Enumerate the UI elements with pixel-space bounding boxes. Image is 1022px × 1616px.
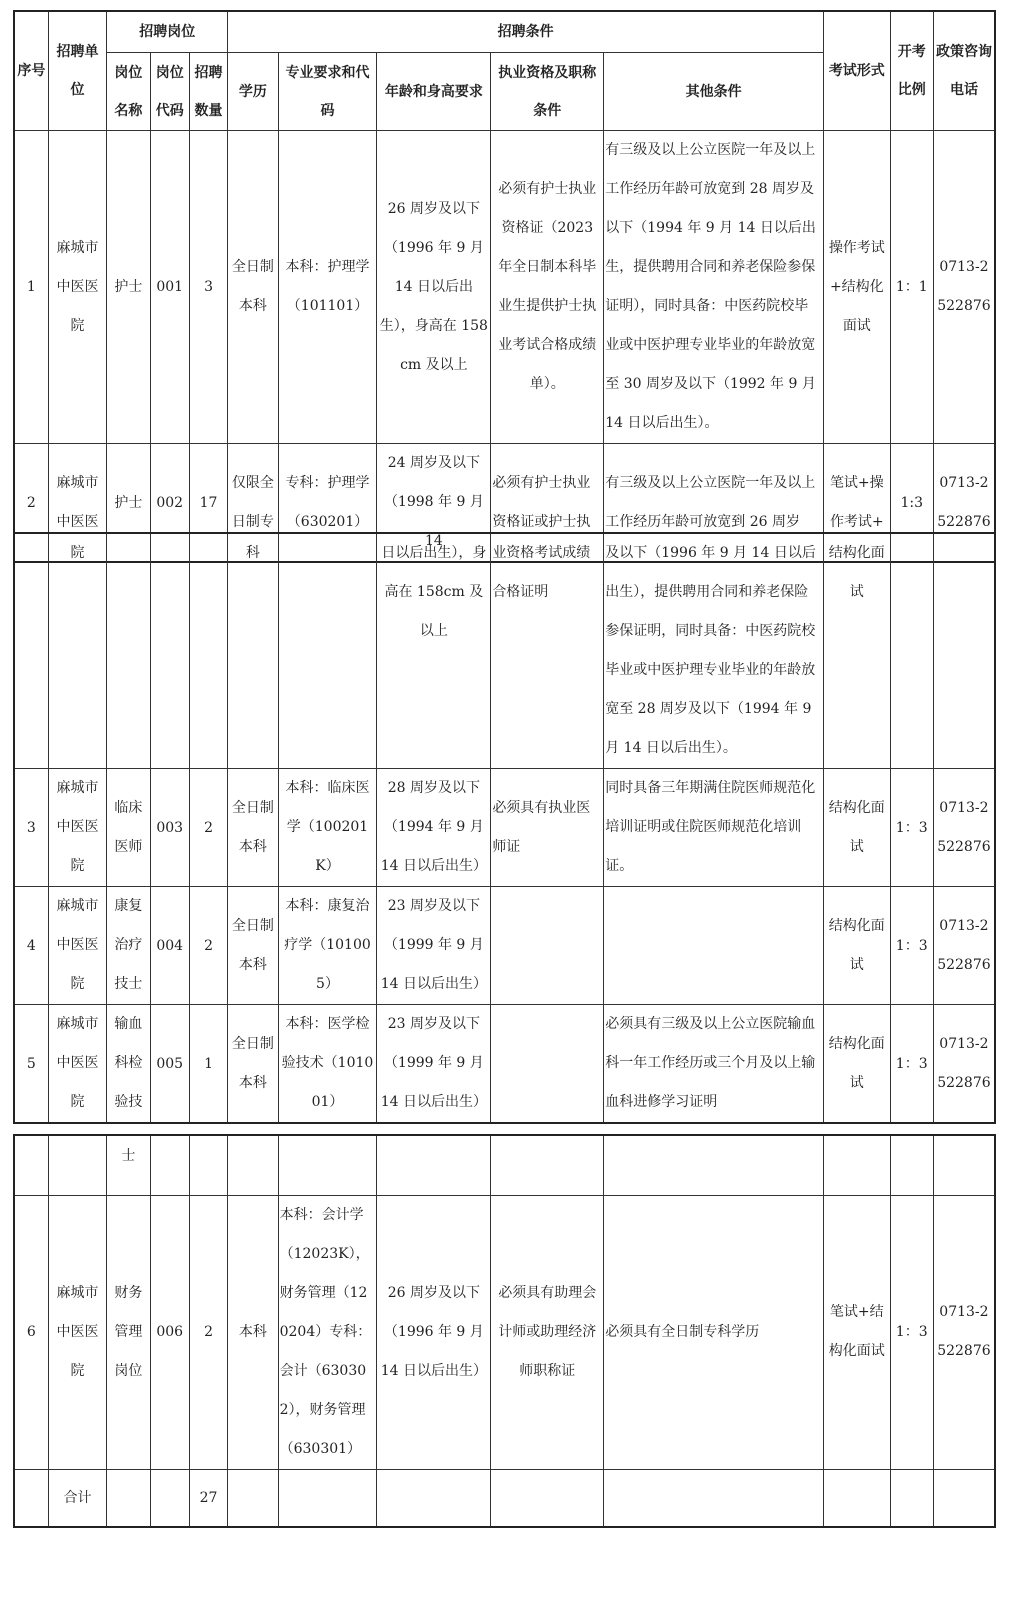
- row3-ratio: 1：3: [890, 769, 933, 887]
- header-major: 专业要求和代码: [278, 53, 377, 131]
- row4-exam: 结构化面试: [824, 887, 891, 1005]
- row2-other: 有三级及以上公立医院一年及以上工作经历年龄可放宽到 26 周岁: [604, 444, 824, 563]
- row1-qualification: 必须有护士执业资格证（2023 年全日制本科毕业生提供护士执业考试合格成绩单）。: [491, 131, 604, 444]
- row1-pos-code: 001: [150, 131, 189, 444]
- row4-pos-code: 004: [150, 887, 189, 1005]
- row4-phone: 0713-2522876: [933, 887, 995, 1005]
- header-unit: 招聘单位: [48, 11, 106, 131]
- header-count: 招聘数量: [189, 53, 227, 131]
- header-phone: 政策咨询电话: [933, 11, 995, 131]
- row6-seq: 6: [14, 1195, 48, 1469]
- row5-count: 1: [189, 1005, 227, 1124]
- row4-pos-name: 康复治疗技士: [107, 887, 150, 1005]
- row1-ratio: 1：1: [890, 131, 933, 444]
- row2-exam: 笔试+操作考试+: [824, 444, 891, 563]
- row5-other: 必须具有三级及以上公立医院输血科一年工作经历或三个月及以上输血科进修学习证明: [604, 1005, 824, 1124]
- row4-unit: 麻城市中医医院: [48, 887, 106, 1005]
- row2-phone: 0713-2522876: [933, 444, 995, 563]
- row2-other-cont: 及以下（1996 年 9 月 14 日以后出生），提供聘用合同和养老保险参保证明，同时具备：中医药院校毕业或中医护理专业毕业的年龄放宽至 28 周岁及以下（1994 年 9 月 14 日以后出生）。: [604, 533, 824, 769]
- recruitment-table-part-3: [13, 1134, 996, 1528]
- row2-exam-cont: 结构化面试: [824, 533, 891, 769]
- table-row: [14, 1135, 995, 1195]
- row3-phone: 0713-2522876: [933, 769, 995, 887]
- row3-pos-name: 临床医师: [107, 769, 150, 887]
- row3-qualification: 必须具有执业医师证: [491, 769, 604, 887]
- row6-exam: 笔试+结构化面试: [824, 1195, 891, 1469]
- row3-major: 本科：临床医学（100201K）: [278, 769, 377, 887]
- row5-phone: 0713-2522876: [933, 1005, 995, 1124]
- row2-ratio: 1:3: [890, 444, 933, 563]
- row6-unit: 麻城市中医医院: [48, 1195, 106, 1469]
- header-position-group: 招聘岗位: [107, 11, 228, 53]
- row3-exam: 结构化面试: [824, 769, 891, 887]
- row2-qualification-cont: 业资格考试成绩合格证明: [491, 533, 604, 769]
- row1-phone: 0713-2522876: [933, 131, 995, 444]
- row3-other: 同时具备三年期满住院医师规范化培训证明或住院医师规范化培训证。: [604, 769, 824, 887]
- row1-other: 有三级及以上公立医院一年及以上工作经历年龄可放宽到 28 周岁及以下（1994 年 9 月 14 日以后出生，提供聘用合同和养老保险参保证明），同时具备：中医药院校毕业或中医护理专业毕业的年龄放宽至 30 周岁及以下（1992 年 9 月 14 日以后出生）。: [604, 131, 824, 444]
- header-conditions-group: 招聘条件: [228, 11, 824, 53]
- row3-count: 2: [189, 769, 227, 887]
- total-label: 合计: [48, 1469, 106, 1527]
- row2-qualification: 必须有护士执业资格证或护士执: [491, 444, 604, 563]
- row6-education: 本科: [228, 1195, 278, 1469]
- row6-phone: 0713-2522876: [933, 1195, 995, 1469]
- row4-qualification: [491, 887, 604, 1005]
- header-education: 学历: [228, 53, 278, 131]
- row6-pos-code: 006: [150, 1195, 189, 1469]
- row6-ratio: 1：3: [890, 1195, 933, 1469]
- row2-pos-code: 002: [150, 444, 189, 563]
- recruitment-table-part-2: [13, 532, 996, 1124]
- row1-exam: 操作考试+结构化面试: [824, 131, 891, 444]
- row1-seq: 1: [14, 131, 48, 444]
- row6-major: 本科：会计学（12023K），财务管理（120204）专科：会计（630302），财务管理（630301）: [278, 1195, 377, 1469]
- row5-qualification: [491, 1005, 604, 1124]
- row6-other: 必须具有全日制专科学历: [604, 1195, 824, 1469]
- row2-education-cont: 科: [228, 533, 278, 769]
- row2-count: 17: [189, 444, 227, 563]
- row6-age: 26 周岁及以下（1996 年 9 月 14 日以后出生）: [377, 1195, 491, 1469]
- page-1: [0, 10, 1022, 563]
- header-age: 年龄和身高要求: [377, 53, 491, 131]
- row3-education: 全日制本科: [228, 769, 278, 887]
- header-ratio: 开考比例: [890, 11, 933, 131]
- row5-major: 本科：医学检验技术（101001）: [278, 1005, 377, 1124]
- row2-age-cont: 日以后出生），身高在 158cm 及以上: [377, 533, 491, 769]
- row5-exam: 结构化面试: [824, 1005, 891, 1124]
- header-exam: 考试形式: [824, 11, 891, 131]
- table-row: [14, 1005, 995, 1124]
- total-row: [14, 1469, 995, 1527]
- row4-seq: 4: [14, 887, 48, 1005]
- page-2: [0, 532, 1022, 1124]
- row6-count: 2: [189, 1195, 227, 1469]
- row5-seq: 5: [14, 1005, 48, 1124]
- recruitment-table-part-1: [13, 10, 996, 563]
- row1-major: 本科：护理学（101101）: [278, 131, 377, 444]
- table-row: [14, 769, 995, 887]
- row4-age: 23 周岁及以下（1999 年 9 月 14 日以后出生）: [377, 887, 491, 1005]
- row2-education: 仅限全日制专: [228, 444, 278, 563]
- row2-unit: 麻城市中医医: [48, 444, 106, 563]
- row4-ratio: 1：3: [890, 887, 933, 1005]
- row5-education: 全日制本科: [228, 1005, 278, 1124]
- row4-count: 2: [189, 887, 227, 1005]
- header-qualification: 执业资格及职称条件: [491, 53, 604, 131]
- row1-unit: 麻城市中医医院: [48, 131, 106, 444]
- header-pos-code: 岗位代码: [150, 53, 189, 131]
- row5-pos-name-cont: 士: [107, 1135, 150, 1195]
- row6-pos-name: 财务管理岗位: [107, 1195, 150, 1469]
- row2-age: 24 周岁及以下（1998 年 9 月 14: [377, 444, 491, 563]
- row5-pos-name: 输血科检验技: [107, 1005, 150, 1124]
- row5-ratio: 1：3: [890, 1005, 933, 1124]
- row3-unit: 麻城市中医医院: [48, 769, 106, 887]
- table-row: [14, 887, 995, 1005]
- row1-pos-name: 护士: [107, 131, 150, 444]
- header-pos-name: 岗位名称: [107, 53, 150, 131]
- row2-unit-cont: 院: [48, 533, 106, 769]
- row4-other: [604, 887, 824, 1005]
- row4-education: 全日制本科: [228, 887, 278, 1005]
- row6-qualification: 必须具有助理会计师或助理经济师职称证: [491, 1195, 604, 1469]
- table-row: [14, 131, 995, 444]
- row1-education: 全日制本科: [228, 131, 278, 444]
- row1-count: 3: [189, 131, 227, 444]
- row4-major: 本科：康复治疗学（101005）: [278, 887, 377, 1005]
- row5-pos-code: 005: [150, 1005, 189, 1124]
- total-count: 27: [189, 1469, 227, 1527]
- table-row: [14, 1195, 995, 1469]
- header-other: 其他条件: [604, 53, 824, 131]
- row5-unit: 麻城市中医医院: [48, 1005, 106, 1124]
- row2-pos-name: 护士: [107, 444, 150, 563]
- row2-major: 专科：护理学（630201）: [278, 444, 377, 563]
- row3-seq: 3: [14, 769, 48, 887]
- row3-pos-code: 003: [150, 769, 189, 887]
- row1-age: 26 周岁及以下（1996 年 9 月 14 日以后出生），身高在 158cm 及以上: [377, 131, 491, 444]
- page-3: [0, 1134, 1022, 1528]
- table-row: [14, 533, 995, 769]
- row5-age: 23 周岁及以下（1999 年 9 月 14 日以后出生）: [377, 1005, 491, 1124]
- header-seq: 序号: [14, 11, 48, 131]
- row2-seq: 2: [14, 444, 48, 563]
- row3-age: 28 周岁及以下（1994 年 9 月 14 日以后出生）: [377, 769, 491, 887]
